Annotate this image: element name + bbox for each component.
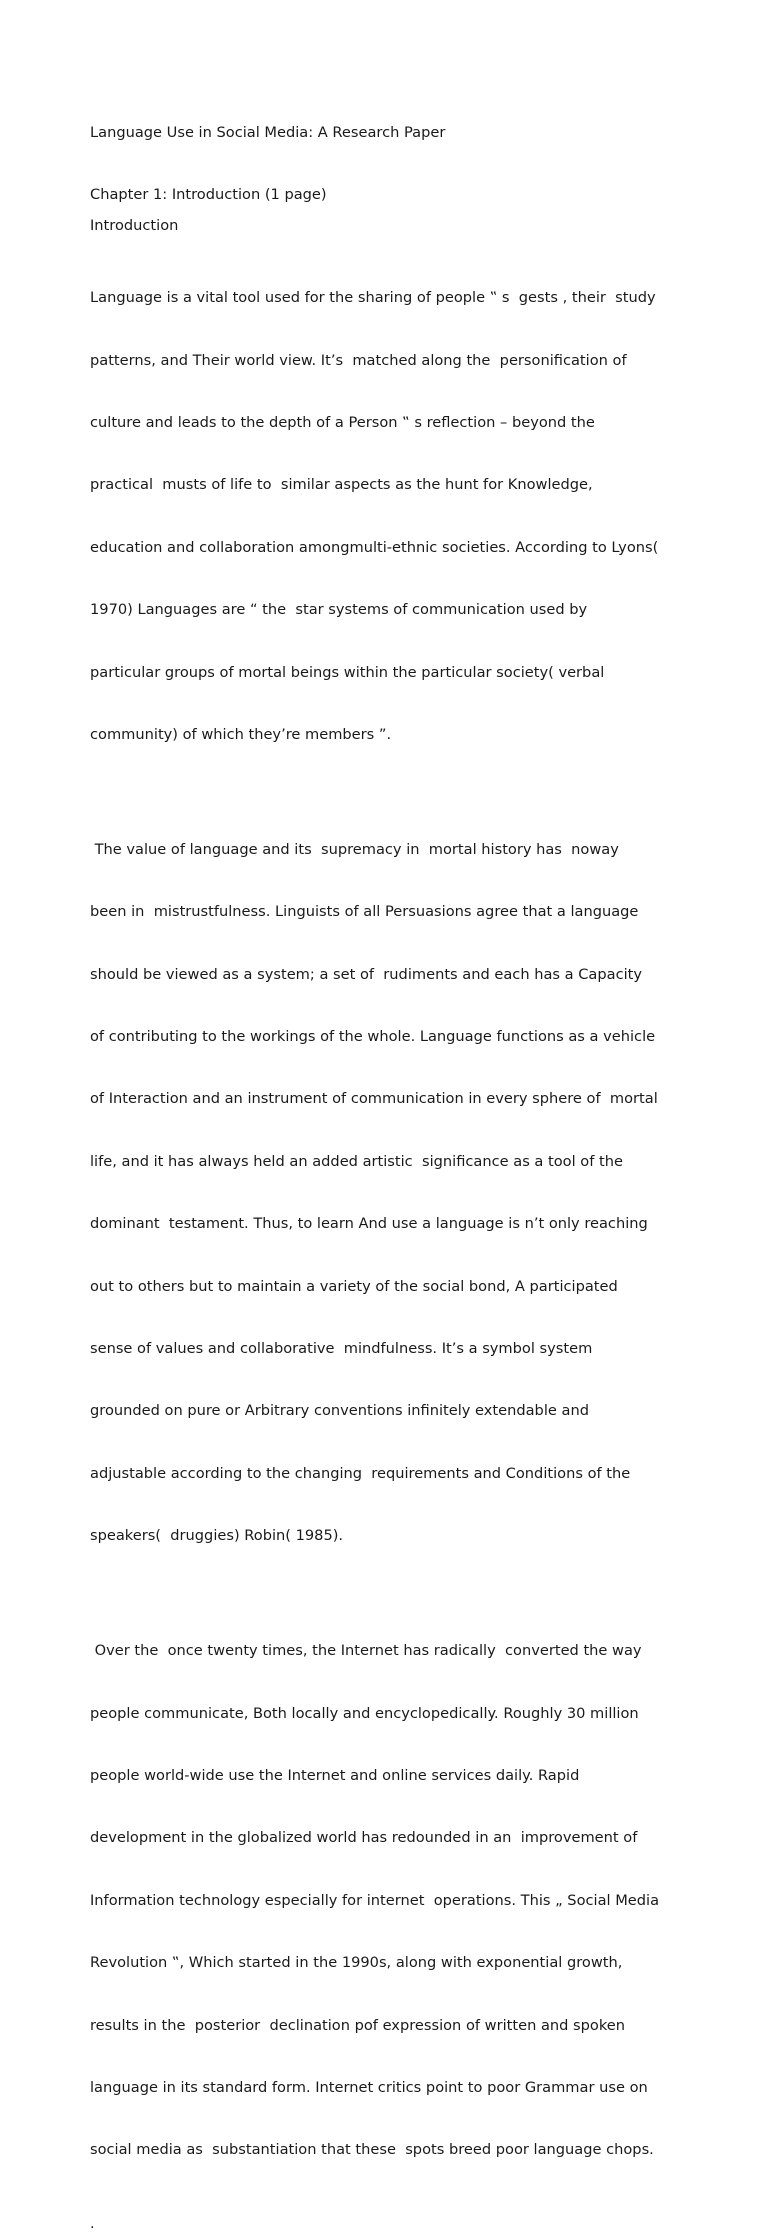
paragraph-1 [90, 247, 690, 788]
paragraph-line: Over the once twenty times, the Internet has radically converted the way [90, 1642, 642, 1660]
trailing-period: . [90, 2214, 95, 2232]
paragraph-line: people world-wide use the Internet and online services daily. Rapid [90, 1766, 580, 1784]
paragraph-line: social media as substantiation that these spots breed poor language chops. [90, 2141, 654, 2159]
paragraph-line: of contributing to the workings of the whole. Language functions as a vehicle [90, 1028, 656, 1046]
paragraph-line: people communicate, Both locally and encyclopedically. Roughly 30 million [90, 1704, 639, 1722]
paragraph-line: Revolution ‟, Which started in the 1990s, along with exponential growth, [90, 1954, 623, 1972]
paragraph-line: sense of values and collaborative mindfulness. It’s a symbol system [90, 1340, 593, 1358]
paragraph-line: practical musts of life to similar aspects as the hunt for Knowledge, [90, 476, 593, 494]
paragraph-line: particular groups of mortal beings within the particular society( verbal [90, 663, 605, 681]
paragraph-line: patterns, and Their world view. It’s matched along the personification of [90, 351, 627, 369]
paragraph-line: Information technology especially for internet operations. This „ Social Media [90, 1891, 660, 1909]
paragraph-line: development in the globalized world has redounded in an improvement of [90, 1829, 638, 1847]
document-title: Language Use in Social Media: A Research Paper [90, 124, 446, 141]
paragraph-2 [90, 798, 690, 1588]
paragraph-line: life, and it has always held an added artistic significance as a tool of the [90, 1152, 623, 1170]
paragraph-line: out to others but to maintain a variety of the social bond, A participated [90, 1277, 618, 1295]
paragraph-line: The value of language and its supremacy in mortal history has noway [90, 840, 619, 858]
document-body [90, 185, 690, 2235]
paragraph-line: community) of which they’re members ”. [90, 725, 392, 743]
paragraph-line: of Interaction and an instrument of communication in every sphere of mortal [90, 1090, 658, 1108]
paragraph-line: culture and leads to the depth of a Person ‟ s reflection – beyond the [90, 413, 595, 431]
paragraph-line: language in its standard form. Internet critics point to poor Grammar use on [90, 2078, 648, 2096]
paragraph-line: adjustable according to the changing requirements and Conditions of the [90, 1464, 631, 1482]
paragraph-line: education and collaboration amongmulti-ethnic societies. According to Lyons( [90, 538, 659, 556]
paragraph-line: Language is a vital tool used for the sharing of people ‟ s gests , their study [90, 289, 656, 307]
paragraph-3 [90, 1600, 690, 2203]
paragraph-line: dominant testament. Thus, to learn And use a language is n’t only reaching [90, 1215, 648, 1233]
chapter-heading: Chapter 1: Introduction (1 page) [90, 186, 327, 203]
paragraph-line: 1970) Languages are “ the star systems of communication used by [90, 601, 588, 619]
paragraph-line: been in mistrustfulness. Linguists of all Persuasions agree that a language [90, 903, 639, 921]
paragraph-line: grounded on pure or Arbitrary conventions infinitely extendable and [90, 1402, 589, 1420]
paragraph-line: speakers( druggies) Robin( 1985). [90, 1527, 344, 1545]
paragraph-line: should be viewed as a system; a set of rudiments and each has a Capacity [90, 965, 643, 983]
section-heading: Introduction [90, 216, 179, 234]
paragraph-line: results in the posterior declination pof expression of written and spoken [90, 2016, 626, 2034]
